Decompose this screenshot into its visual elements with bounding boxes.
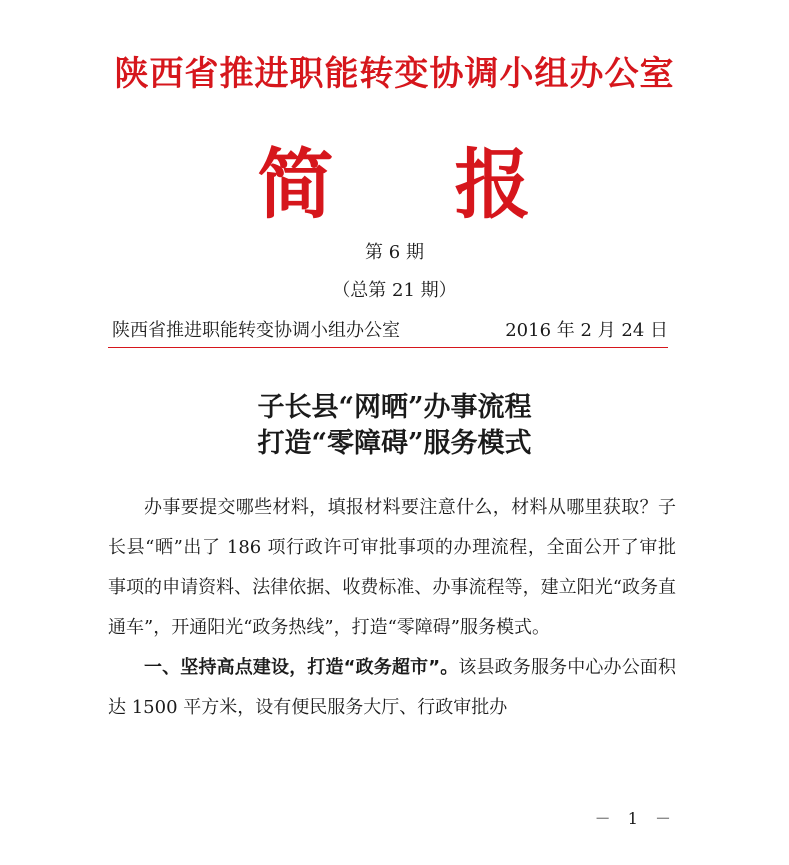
page-number: － 1 － [594, 809, 677, 828]
paragraph-2 [108, 648, 676, 728]
paragraph-2-lead: 一、坚持高点建设，打造“政务超市”。 [144, 657, 459, 678]
header-divider [108, 347, 668, 348]
article-body [108, 488, 676, 728]
article-title-line-1: 子长县“网晒”办事流程 [257, 392, 532, 423]
issue-number: 第 6 期 [365, 242, 424, 263]
bulletin-char-2: 报 [454, 140, 532, 229]
paragraph-1: 办事要提交哪些材料，填报材料要注意什么，材料从哪里获取？子长县“晒”出了 186 项行政许可审批事项的办理流程，全面公开了审批事项的申请资料、法律依据、收费标准、办事流程等，建立阳光“政务直通车”，开通阳光“政务热线”，打造“零障碍”服务模式。 [108, 497, 676, 638]
bulletin-title [0, 140, 789, 230]
meta-row [112, 318, 668, 344]
bulletin-char-1: 简 [257, 140, 335, 229]
issue-date: 2016 年 2 月 24 日 [505, 320, 668, 341]
total-issue-number: （总第 21 期） [332, 280, 457, 301]
office-name: 陕西省推进职能转变协调小组办公室 [112, 320, 400, 341]
article-title-line-2: 打造“零障碍”服务模式 [257, 428, 532, 459]
paragraph-2-text: 该县政务服务中心办公面积达 1500 平方米，设有便民服务大厅、行政审批办 [108, 657, 677, 718]
issuer-heading: 陕西省推进职能转变协调小组办公室 [114, 54, 675, 94]
